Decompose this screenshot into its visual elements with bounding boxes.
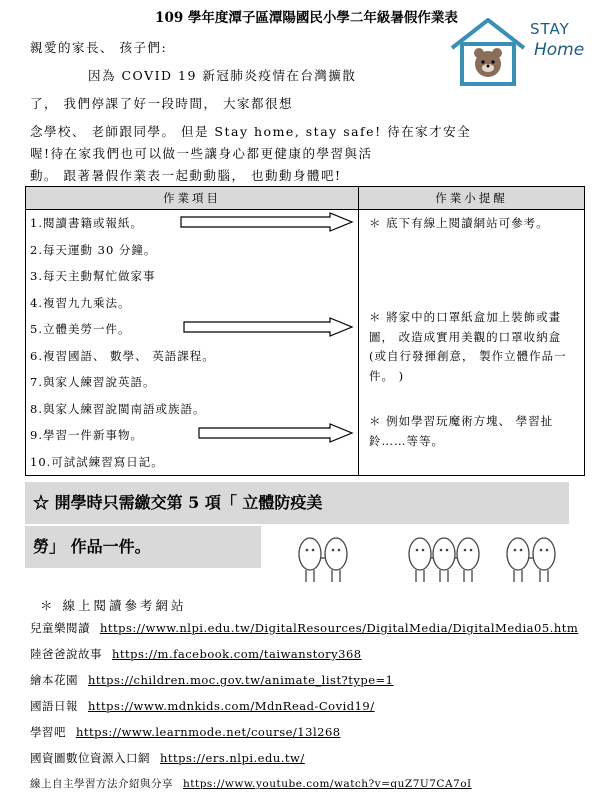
link-label: 國資圖數位資源入口網: [30, 751, 150, 765]
link-url[interactable]: https://www.learnmode.net/course/13l268: [76, 725, 341, 739]
submission-banner-line2: 勞」 作品一件。: [25, 526, 261, 568]
link-label: 陸爸爸說故事: [30, 647, 102, 661]
table-header-items: 作業項目: [26, 187, 359, 210]
task-item: 3.每天主動幫忙做家事: [30, 269, 156, 283]
link-url[interactable]: https://m.facebook.com/taiwanstory368: [112, 647, 362, 661]
note-reading: ＊ 底下有線上閱讀網站可參考。: [369, 216, 549, 230]
logo-text-home: Home: [534, 40, 585, 60]
link-row: [30, 724, 341, 740]
logo-text-stay: STAY: [530, 20, 570, 38]
task-item: 9.學習一件新事物。: [30, 428, 143, 442]
intro-line-5: 動。 跟著暑假作業表一起動動腦， 也動動身體吧!: [30, 168, 342, 183]
intro-line-3: 念學校、 老師跟同學。 但是 Stay home, stay safe! 待在家才安全: [30, 124, 472, 139]
intro-line-1: 因為 COVID 19 新冠肺炎疫情在台灣擴散: [88, 68, 357, 83]
intro-line-2: 了， 我們停課了好一段時間， 大家都很想: [30, 96, 293, 111]
cartoon-people-icon: [292, 530, 572, 586]
stay-home-logo: [448, 14, 598, 88]
greeting: 親愛的家長、 孩子們:: [30, 40, 168, 55]
task-item: 7.與家人練習說英語。: [30, 375, 156, 389]
task-item: 1.閱讀書籍或報紙。: [30, 216, 143, 230]
task-item: 2.每天運動 30 分鐘。: [30, 242, 157, 257]
link-row: [30, 672, 393, 688]
link-label: 國語日報: [30, 699, 78, 713]
task-item: 10.可試試練習寫日記。: [30, 454, 164, 469]
page-title: 109 學年度潭子區潭陽國民小學二年級暑假作業表: [155, 10, 458, 26]
arrow-icon: [183, 317, 355, 337]
notes-column: [359, 210, 585, 476]
link-row: [30, 646, 362, 662]
table-header-notes: 作業小提醒: [359, 187, 585, 210]
link-row: [30, 620, 578, 636]
link-label: 繪本花園: [30, 673, 78, 687]
link-row: [30, 698, 375, 714]
link-label: 學習吧: [30, 725, 66, 739]
link-url[interactable]: https://children.moc.gov.tw/animate_list?type=1: [88, 673, 394, 687]
links-heading: ＊ 線上閱讀參考網站: [40, 598, 187, 613]
link-url[interactable]: https://ers.nlpi.edu.tw/: [160, 751, 305, 765]
task-item: 8.與家人練習說閩南語或族語。: [30, 401, 206, 416]
arrow-icon: [180, 212, 355, 232]
intro-line-4: 喔!待在家我們也可以做一些讓身心都更健康的學習與活: [30, 146, 373, 161]
task-item: 6.複習國語、 數學、 英語課程。: [30, 348, 215, 363]
task-item: 5.立體美勞一件。: [30, 322, 131, 336]
submission-banner-line1: ☆ 開學時只需繳交第 5 項「 立體防疫美: [25, 482, 569, 524]
note-new-skill: ＊ 例如學習玩魔術方塊、 學習扯鈴……等等。: [369, 414, 554, 448]
note-craft: ＊ 將家中的口罩紙盒加上裝飾或畫圖， 改造成實用美觀的口罩收納盒(或自行發揮創意， 製作立體作品一件。 ): [369, 310, 567, 383]
link-url[interactable]: https://www.mdnkids.com/MdnRead-Covid19/: [88, 699, 375, 713]
link-row: [30, 776, 472, 791]
link-url[interactable]: https://www.youtube.com/watch?v=quZ7U7CA7oI: [183, 778, 472, 790]
link-url[interactable]: https://www.nlpi.edu.tw/DigitalResources/DigitalMedia/DigitalMedia05.htm: [100, 621, 579, 635]
arrow-icon: [198, 423, 355, 443]
link-row: [30, 750, 305, 766]
link-label: 線上自主學習方法介紹與分享: [30, 778, 173, 790]
task-item: 4.複習九九乘法。: [30, 295, 131, 310]
link-label: 兒童樂閱讀: [30, 621, 90, 635]
